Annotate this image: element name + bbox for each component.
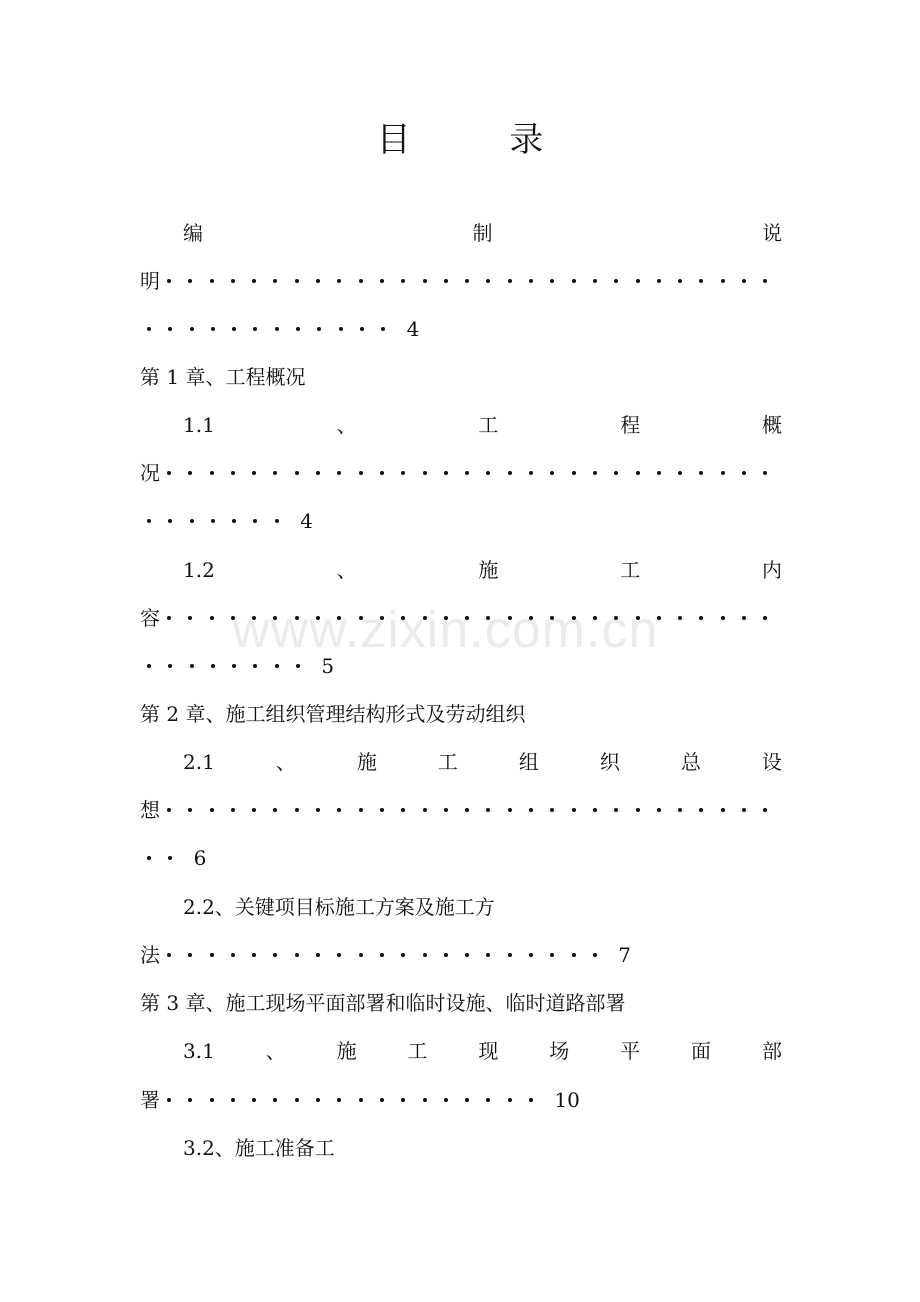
leader-dot [572, 279, 576, 283]
leader-dot [231, 471, 235, 475]
leader-dot [167, 616, 171, 620]
leader-dot [401, 279, 405, 283]
leader-dot [211, 664, 215, 668]
leader-dot [572, 953, 576, 957]
leader-dot [252, 953, 256, 957]
leader-dot [253, 327, 257, 331]
leader-dot [275, 519, 279, 523]
leader-dot [381, 327, 385, 331]
leader-dot [763, 808, 767, 812]
leader-dot [380, 808, 384, 812]
leader-dot [273, 1098, 277, 1102]
leader-dot [423, 808, 427, 812]
leader-dot [699, 808, 703, 812]
leader-dot [337, 1098, 341, 1102]
leader-dot [486, 953, 490, 957]
leader-dot [168, 327, 172, 331]
toc-leader-line [140, 314, 782, 344]
leader-dot [508, 1098, 512, 1102]
leader-dot [699, 471, 703, 475]
leader-dot [550, 471, 554, 475]
leader-dot [678, 279, 682, 283]
leader-dot [231, 1098, 235, 1102]
leader-dot [167, 953, 171, 957]
toc-leader-line [140, 843, 782, 873]
leader-dot [168, 519, 172, 523]
leader-dot [167, 1098, 171, 1102]
leader-dot [636, 279, 640, 283]
leader-dot [742, 279, 746, 283]
leader-dot [295, 471, 299, 475]
leader-dot [210, 953, 214, 957]
leader-dot [273, 279, 277, 283]
leader-dot [614, 471, 618, 475]
leader-dot [721, 616, 725, 620]
leader-dot [572, 471, 576, 475]
leader-dot [380, 953, 384, 957]
leader-dot [273, 471, 277, 475]
toc-entry-spread: 3.1 、 施 工 现 场 平 面 部 [183, 1039, 782, 1063]
leader-dot [742, 471, 746, 475]
leader-dot [486, 1098, 490, 1102]
leader-dot [508, 953, 512, 957]
leader-dot [508, 808, 512, 812]
leader-dot [508, 471, 512, 475]
leader-dot [188, 616, 192, 620]
leader-dot [508, 279, 512, 283]
leader-dot [188, 471, 192, 475]
leader-dot [316, 471, 320, 475]
leader-dot [678, 616, 682, 620]
leader-dot [317, 327, 321, 331]
toc-entry-text: 2.2、关键项目标施工方案及施工方 [183, 895, 495, 919]
leader-dot [699, 616, 703, 620]
leader-dot [444, 808, 448, 812]
leader-dot [359, 808, 363, 812]
leader-dot [486, 808, 490, 812]
leader-dot [231, 953, 235, 957]
leader-dot [359, 471, 363, 475]
leader-dot [210, 279, 214, 283]
leader-dot [721, 279, 725, 283]
leader-dot [465, 808, 469, 812]
leader-dot [210, 1098, 214, 1102]
page-number: 6 [193, 846, 207, 870]
leader-dot [296, 327, 300, 331]
watermark: www.zixin.com.cn [232, 601, 659, 659]
leader-dot [231, 279, 235, 283]
toc-leader-line: 想 [140, 795, 782, 825]
leader-dot [550, 279, 554, 283]
leader-dot [529, 1098, 533, 1102]
leader-dot [316, 279, 320, 283]
leader-dot [188, 808, 192, 812]
page-number: 4 [406, 317, 420, 341]
leader-dot [699, 279, 703, 283]
leader-dot [444, 953, 448, 957]
leader-dot [763, 616, 767, 620]
leader-dot [295, 808, 299, 812]
leader-dot [444, 471, 448, 475]
leader-dot [147, 327, 151, 331]
toc-leader-line [140, 506, 782, 536]
leader-dot [167, 471, 171, 475]
leader-dot [742, 616, 746, 620]
leader-dot [337, 279, 341, 283]
leader-dot [211, 327, 215, 331]
leader-dot [337, 471, 341, 475]
chapter-heading: 第 1 章、工程概况 [140, 365, 306, 389]
leader-dot [147, 856, 151, 860]
toc-leader-line: 况 [140, 458, 782, 488]
leader-dot [550, 808, 554, 812]
leader-dot [550, 953, 554, 957]
leader-dot [423, 953, 427, 957]
leader-dot [337, 808, 341, 812]
leader-dot [465, 1098, 469, 1102]
leader-dot [593, 953, 597, 957]
chapter-heading: 第 2 章、施工组织管理结构形式及劳动组织 [140, 702, 526, 726]
leader-dot [210, 616, 214, 620]
leader-dot [295, 1098, 299, 1102]
leader-dot [636, 471, 640, 475]
leader-dot [657, 471, 661, 475]
leader-dot [380, 471, 384, 475]
leader-dot [614, 279, 618, 283]
leader-dot [593, 279, 597, 283]
leader-dot [188, 279, 192, 283]
leader-dot [231, 808, 235, 812]
leader-dot [380, 1098, 384, 1102]
leader-dot [572, 808, 576, 812]
toc-entry-spread: 1.1 、 工 程 概 [183, 413, 782, 437]
leader-dot [210, 808, 214, 812]
leader-dot [380, 279, 384, 283]
leader-dot [359, 953, 363, 957]
leader-dot [486, 471, 490, 475]
leader-dot [721, 808, 725, 812]
leader-dot [614, 808, 618, 812]
leader-dot [465, 471, 469, 475]
leader-dot [593, 471, 597, 475]
toc-leader-line: 署 10 [140, 1085, 782, 1115]
leader-dot [296, 664, 300, 668]
leader-dot [275, 327, 279, 331]
leader-dot [253, 664, 257, 668]
toc-entry-spread: 1.2 、 施 工 内 [183, 558, 782, 582]
leader-dot [465, 953, 469, 957]
leader-dot [273, 953, 277, 957]
leader-dot [190, 664, 194, 668]
leader-dot [252, 471, 256, 475]
toc-entry-text: 3.2、施工准备工 [183, 1136, 335, 1160]
leader-dot [252, 279, 256, 283]
leader-dot [444, 279, 448, 283]
leader-dot [360, 327, 364, 331]
leader-dot [147, 519, 151, 523]
leader-dot [359, 279, 363, 283]
page-number: 10 [554, 1088, 580, 1112]
toc-leader-line: 明 [140, 266, 782, 296]
leader-dot [316, 1098, 320, 1102]
leader-dot [188, 1098, 192, 1102]
leader-dot [763, 471, 767, 475]
leader-dot [763, 279, 767, 283]
leader-dot [359, 1098, 363, 1102]
leader-dot [316, 953, 320, 957]
leader-dot [253, 519, 257, 523]
leader-dot [401, 471, 405, 475]
leader-dot [168, 856, 172, 860]
leader-dot [529, 953, 533, 957]
leader-dot [529, 808, 533, 812]
page-number: 5 [321, 654, 335, 678]
leader-dot [657, 808, 661, 812]
leader-dot [275, 664, 279, 668]
leader-dot [190, 327, 194, 331]
leader-dot [210, 471, 214, 475]
leader-dot [295, 279, 299, 283]
leader-dot [636, 808, 640, 812]
leader-dot [190, 519, 194, 523]
leader-dot [167, 279, 171, 283]
leader-dot [211, 519, 215, 523]
leader-dot [337, 953, 341, 957]
leader-dot [465, 279, 469, 283]
leader-dot [742, 808, 746, 812]
page-number: 7 [618, 943, 631, 967]
leader-dot [423, 471, 427, 475]
leader-dot [721, 471, 725, 475]
leader-dot [252, 808, 256, 812]
toc-leader-line: 容 [140, 603, 782, 633]
leader-dot [188, 953, 192, 957]
chapter-heading: 第 3 章、施工现场平面部署和临时设施、临时道路部署 [140, 991, 626, 1015]
leader-dot [486, 279, 490, 283]
leader-dot [168, 664, 172, 668]
leader-dot [444, 1098, 448, 1102]
toc-entry-spread: 2.1 、 施 工 组 织 总 设 [183, 750, 782, 774]
toc-leader-line: 法 7 [140, 940, 782, 970]
leader-dot [529, 279, 533, 283]
leader-dot [423, 1098, 427, 1102]
leader-dot [678, 808, 682, 812]
leader-dot [339, 327, 343, 331]
leader-dot [273, 808, 277, 812]
toc-entry-spread: 编 制 说 [183, 221, 782, 245]
leader-dot [423, 279, 427, 283]
leader-dot [593, 808, 597, 812]
leader-dot [657, 279, 661, 283]
leader-dot [295, 953, 299, 957]
leader-dot [232, 664, 236, 668]
page-number: 4 [300, 509, 313, 533]
leader-dot [232, 327, 236, 331]
leader-dot [167, 808, 171, 812]
leader-dot [401, 1098, 405, 1102]
leader-dot [529, 471, 533, 475]
leader-dot [252, 1098, 256, 1102]
leader-dot [401, 953, 405, 957]
leader-dot [678, 471, 682, 475]
leader-dot [401, 808, 405, 812]
leader-dot [316, 808, 320, 812]
leader-dot [232, 519, 236, 523]
leader-dot [147, 664, 151, 668]
page-title: 目 录 [376, 120, 588, 160]
